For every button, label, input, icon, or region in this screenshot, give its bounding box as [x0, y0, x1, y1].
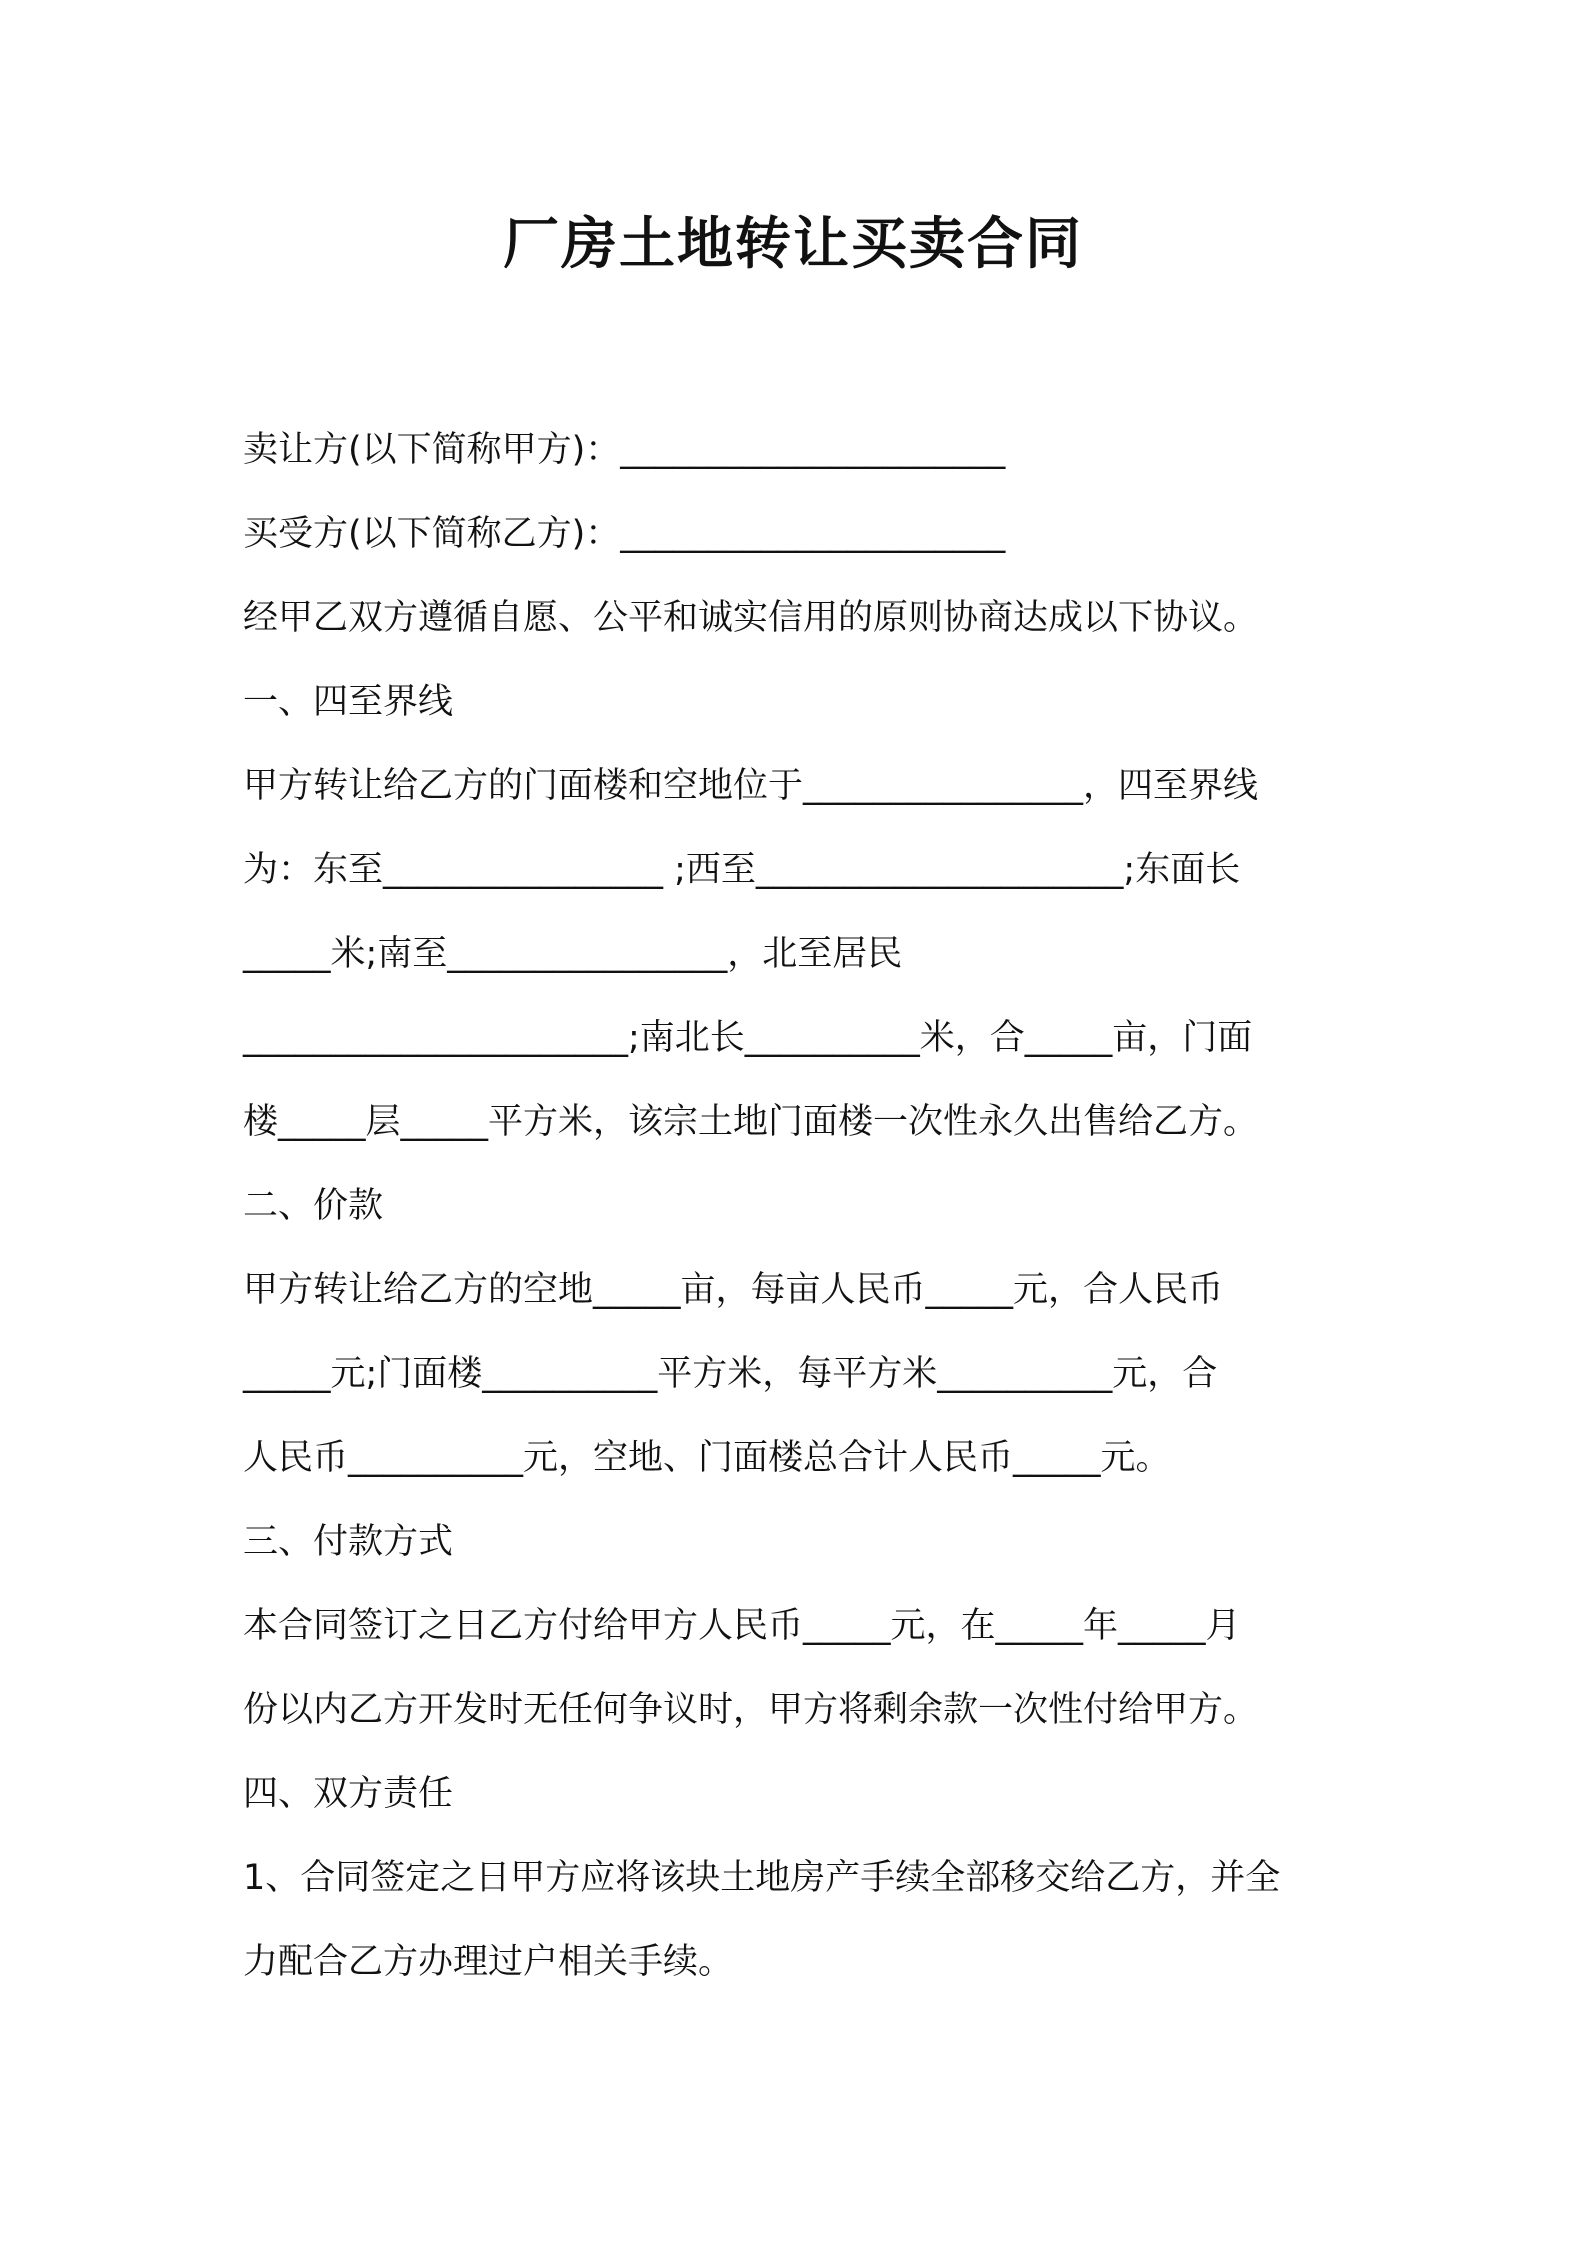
section-heading-payment: 三、付款方式 [243, 1522, 454, 1562]
paragraph-line: 为：东至________________ ;西至_____________________;东面长 [243, 850, 1241, 890]
paragraph-line: 甲方转让给乙方的空地_____亩，每亩人民币_____元，合人民币 [243, 1270, 1224, 1310]
paragraph-line: 份以内乙方开发时无任何争议时，甲方将剩余款一次性付给甲方。 [243, 1690, 1259, 1730]
document-title: 厂房土地转让买卖合同 [503, 212, 1083, 277]
paragraph-line: 1、合同签定之日甲方应将该块土地房产手续全部移交给乙方，并全 [243, 1858, 1281, 1898]
seller-line: 卖让方(以下简称甲方)：______________________ [243, 430, 1006, 470]
paragraph-line: 人民币__________元，空地、门面楼总合计人民币_____元。 [243, 1438, 1171, 1478]
agreement-intro: 经甲乙双方遵循自愿、公平和诚实信用的原则协商达成以下协议。 [243, 598, 1259, 638]
paragraph-line: ______________________;南北长__________米，合_____亩，门面 [243, 1018, 1253, 1058]
section-heading-responsibilities: 四、双方责任 [243, 1774, 454, 1814]
document-body [243, 408, 1358, 2004]
paragraph-line: _____元;门面楼__________平方米，每平方米__________元，合 [243, 1354, 1218, 1394]
paragraph-line: 楼_____层_____平方米，该宗土地门面楼一次性永久出售给乙方。 [243, 1102, 1259, 1142]
section-heading-price: 二、价款 [243, 1186, 384, 1226]
paragraph-line: 甲方转让给乙方的门面楼和空地位于________________，四至界线 [243, 766, 1259, 806]
buyer-line: 买受方(以下简称乙方)：______________________ [243, 514, 1006, 554]
paragraph-line: 力配合乙方办理过户相关手续。 [243, 1942, 734, 1982]
section-heading-boundaries: 一、四至界线 [243, 682, 454, 722]
paragraph-line: _____米;南至________________，北至居民 [243, 934, 903, 974]
paragraph-line: 本合同签订之日乙方付给甲方人民币_____元，在_____年_____月 [243, 1606, 1241, 1646]
